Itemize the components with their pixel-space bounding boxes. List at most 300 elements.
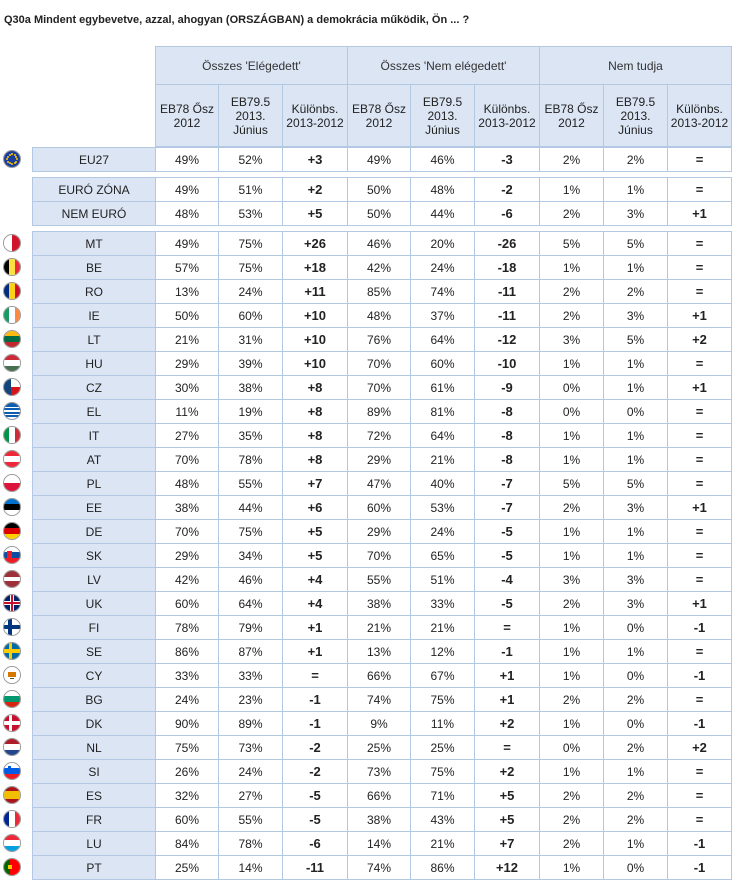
percent-cell: 2%	[603, 279, 668, 304]
difference-cell: -8	[474, 423, 540, 448]
difference-cell: =	[667, 759, 732, 784]
percent-cell: 5%	[539, 471, 604, 496]
percent-cell: 0%	[539, 735, 604, 760]
percent-cell: 46%	[410, 147, 475, 172]
percent-cell: 1%	[539, 759, 604, 784]
flag-ie-icon	[3, 306, 21, 324]
difference-cell: +10	[282, 303, 348, 328]
percent-cell: 3%	[603, 567, 668, 592]
percent-cell: 29%	[155, 543, 219, 568]
survey-question-title: Q30a Mindent egybevetve, azzal, ahogyan (ORSZÁGBAN) a demokrácia működik, Ön ... ?	[4, 14, 470, 26]
percent-cell: 86%	[155, 639, 219, 664]
percent-cell: 35%	[218, 423, 283, 448]
difference-cell: -1	[667, 711, 732, 736]
percent-cell: 21%	[410, 447, 475, 472]
difference-cell: =	[667, 519, 732, 544]
flag-sk-icon	[3, 546, 21, 564]
difference-cell: =	[667, 543, 732, 568]
percent-cell: 29%	[347, 447, 411, 472]
group-header: Összes 'Elégedett'	[155, 46, 348, 85]
percent-cell: 5%	[603, 327, 668, 352]
percent-cell: 27%	[218, 783, 283, 808]
percent-cell: 0%	[603, 711, 668, 736]
row-label: FI	[32, 615, 156, 640]
percent-cell: 49%	[155, 147, 219, 172]
percent-cell: 1%	[539, 615, 604, 640]
percent-cell: 0%	[603, 855, 668, 880]
percent-cell: 3%	[603, 201, 668, 226]
percent-cell: 67%	[410, 663, 475, 688]
percent-cell: 60%	[218, 303, 283, 328]
percent-cell: 29%	[347, 519, 411, 544]
percent-cell: 74%	[347, 687, 411, 712]
difference-cell: -9	[474, 375, 540, 400]
percent-cell: 70%	[155, 519, 219, 544]
percent-cell: 64%	[410, 327, 475, 352]
row-label: BE	[32, 255, 156, 280]
difference-cell: =	[667, 783, 732, 808]
difference-cell: +1	[667, 201, 732, 226]
percent-cell: 49%	[347, 147, 411, 172]
percent-cell: 2%	[603, 783, 668, 808]
difference-cell: +5	[282, 519, 348, 544]
percent-cell: 75%	[410, 687, 475, 712]
row-label: DK	[32, 711, 156, 736]
percent-cell: 2%	[603, 807, 668, 832]
row-label: SI	[32, 759, 156, 784]
percent-cell: 2%	[539, 807, 604, 832]
percent-cell: 2%	[539, 495, 604, 520]
difference-cell: +5	[282, 543, 348, 568]
percent-cell: 1%	[539, 543, 604, 568]
flag-ro-icon	[3, 282, 21, 300]
percent-cell: 23%	[218, 687, 283, 712]
percent-cell: 33%	[155, 663, 219, 688]
flag-fr-icon	[3, 810, 21, 828]
difference-cell: +6	[282, 495, 348, 520]
difference-cell: +8	[282, 423, 348, 448]
row-label: EL	[32, 399, 156, 424]
percent-cell: 1%	[539, 663, 604, 688]
flag-mt-icon	[3, 234, 21, 252]
percent-cell: 75%	[155, 735, 219, 760]
difference-cell: =	[667, 567, 732, 592]
percent-cell: 33%	[218, 663, 283, 688]
percent-cell: 1%	[603, 543, 668, 568]
percent-cell: 3%	[603, 303, 668, 328]
column-header: EB78 Ősz 2012	[347, 84, 411, 147]
percent-cell: 84%	[155, 831, 219, 856]
flag-es-icon	[3, 786, 21, 804]
difference-cell: -5	[474, 519, 540, 544]
percent-cell: 2%	[539, 687, 604, 712]
difference-cell: +5	[474, 783, 540, 808]
percent-cell: 50%	[155, 303, 219, 328]
percent-cell: 38%	[218, 375, 283, 400]
row-label: FR	[32, 807, 156, 832]
percent-cell: 70%	[347, 543, 411, 568]
percent-cell: 55%	[218, 471, 283, 496]
percent-cell: 60%	[155, 807, 219, 832]
percent-cell: 86%	[410, 855, 475, 880]
flag-at-icon	[3, 450, 21, 468]
difference-cell: +11	[282, 279, 348, 304]
percent-cell: 51%	[218, 177, 283, 202]
percent-cell: 1%	[603, 759, 668, 784]
column-header: Különbs. 2013-2012	[667, 84, 732, 147]
percent-cell: 1%	[539, 177, 604, 202]
difference-cell: +2	[474, 711, 540, 736]
percent-cell: 55%	[347, 567, 411, 592]
percent-cell: 78%	[218, 831, 283, 856]
row-label: LU	[32, 831, 156, 856]
percent-cell: 78%	[218, 447, 283, 472]
row-label: IE	[32, 303, 156, 328]
row-label: UK	[32, 591, 156, 616]
column-header: Különbs. 2013-2012	[474, 84, 540, 147]
flag-cz-icon	[3, 378, 21, 396]
percent-cell: 25%	[347, 735, 411, 760]
row-label: LV	[32, 567, 156, 592]
difference-cell: =	[667, 177, 732, 202]
percent-cell: 87%	[218, 639, 283, 664]
percent-cell: 74%	[410, 279, 475, 304]
percent-cell: 2%	[539, 303, 604, 328]
difference-cell: -7	[474, 495, 540, 520]
flag-si-icon	[3, 762, 21, 780]
difference-cell: -2	[282, 759, 348, 784]
difference-cell: =	[667, 639, 732, 664]
percent-cell: 12%	[410, 639, 475, 664]
percent-cell: 38%	[155, 495, 219, 520]
percent-cell: 75%	[218, 231, 283, 256]
percent-cell: 2%	[603, 735, 668, 760]
percent-cell: 1%	[603, 177, 668, 202]
percent-cell: 1%	[603, 423, 668, 448]
difference-cell: +1	[474, 663, 540, 688]
percent-cell: 66%	[347, 663, 411, 688]
difference-cell: -1	[282, 687, 348, 712]
percent-cell: 53%	[218, 201, 283, 226]
percent-cell: 48%	[347, 303, 411, 328]
percent-cell: 42%	[155, 567, 219, 592]
percent-cell: 24%	[218, 279, 283, 304]
difference-cell: +2	[667, 327, 732, 352]
difference-cell: =	[667, 351, 732, 376]
difference-cell: +4	[282, 591, 348, 616]
percent-cell: 24%	[410, 255, 475, 280]
percent-cell: 60%	[410, 351, 475, 376]
flag-fi-icon	[3, 618, 21, 636]
flag-lv-icon	[3, 570, 21, 588]
row-label: BG	[32, 687, 156, 712]
percent-cell: 70%	[347, 375, 411, 400]
flag-pl-icon	[3, 474, 21, 492]
difference-cell: -5	[474, 543, 540, 568]
flag-nl-icon	[3, 738, 21, 756]
percent-cell: 74%	[347, 855, 411, 880]
percent-cell: 51%	[410, 567, 475, 592]
column-header: EB78 Ősz 2012	[155, 84, 219, 147]
percent-cell: 64%	[218, 591, 283, 616]
difference-cell: -1	[667, 615, 732, 640]
difference-cell: -8	[474, 399, 540, 424]
difference-cell: +12	[474, 855, 540, 880]
percent-cell: 85%	[347, 279, 411, 304]
percent-cell: 13%	[155, 279, 219, 304]
percent-cell: 48%	[410, 177, 475, 202]
percent-cell: 75%	[218, 519, 283, 544]
difference-cell: =	[474, 735, 540, 760]
percent-cell: 55%	[218, 807, 283, 832]
percent-cell: 14%	[347, 831, 411, 856]
percent-cell: 33%	[410, 591, 475, 616]
flag-be-icon	[3, 258, 21, 276]
difference-cell: =	[282, 663, 348, 688]
percent-cell: 1%	[603, 519, 668, 544]
percent-cell: 42%	[347, 255, 411, 280]
percent-cell: 3%	[603, 591, 668, 616]
percent-cell: 19%	[218, 399, 283, 424]
difference-cell: +7	[474, 831, 540, 856]
row-label: PT	[32, 855, 156, 880]
percent-cell: 1%	[603, 255, 668, 280]
difference-cell: -4	[474, 567, 540, 592]
difference-cell: +10	[282, 351, 348, 376]
percent-cell: 38%	[347, 591, 411, 616]
difference-cell: +2	[474, 759, 540, 784]
row-label: ES	[32, 783, 156, 808]
difference-cell: -6	[282, 831, 348, 856]
row-label: NL	[32, 735, 156, 760]
percent-cell: 21%	[155, 327, 219, 352]
percent-cell: 2%	[603, 147, 668, 172]
percent-cell: 60%	[155, 591, 219, 616]
flag-eu-icon	[3, 150, 21, 168]
percent-cell: 29%	[155, 351, 219, 376]
difference-cell: +7	[282, 471, 348, 496]
difference-cell: -1	[667, 663, 732, 688]
percent-cell: 1%	[603, 375, 668, 400]
flag-it-icon	[3, 426, 21, 444]
difference-cell: -1	[667, 831, 732, 856]
percent-cell: 70%	[347, 351, 411, 376]
percent-cell: 70%	[155, 447, 219, 472]
row-label: LT	[32, 327, 156, 352]
percent-cell: 60%	[347, 495, 411, 520]
row-label: HU	[32, 351, 156, 376]
percent-cell: 1%	[539, 711, 604, 736]
difference-cell: +5	[474, 807, 540, 832]
difference-cell: +1	[667, 375, 732, 400]
percent-cell: 26%	[155, 759, 219, 784]
percent-cell: 64%	[410, 423, 475, 448]
flag-hu-icon	[3, 354, 21, 372]
percent-cell: 32%	[155, 783, 219, 808]
difference-cell: -6	[474, 201, 540, 226]
difference-cell: +2	[282, 177, 348, 202]
percent-cell: 49%	[155, 177, 219, 202]
difference-cell: +18	[282, 255, 348, 280]
percent-cell: 21%	[347, 615, 411, 640]
difference-cell: +10	[282, 327, 348, 352]
percent-cell: 3%	[539, 327, 604, 352]
percent-cell: 57%	[155, 255, 219, 280]
difference-cell: +8	[282, 399, 348, 424]
flag-cy-icon	[3, 666, 21, 684]
difference-cell: +1	[667, 303, 732, 328]
percent-cell: 65%	[410, 543, 475, 568]
percent-cell: 1%	[539, 855, 604, 880]
row-label: SK	[32, 543, 156, 568]
percent-cell: 21%	[410, 615, 475, 640]
percent-cell: 48%	[155, 471, 219, 496]
percent-cell: 0%	[603, 663, 668, 688]
percent-cell: 31%	[218, 327, 283, 352]
group-header: Összes 'Nem elégedett'	[347, 46, 540, 85]
column-header: EB79.5 2013. Június	[410, 84, 475, 147]
percent-cell: 75%	[218, 255, 283, 280]
percent-cell: 90%	[155, 711, 219, 736]
percent-cell: 78%	[155, 615, 219, 640]
percent-cell: 34%	[218, 543, 283, 568]
percent-cell: 14%	[218, 855, 283, 880]
row-label: NEM EURÓ	[32, 201, 156, 226]
row-label: CY	[32, 663, 156, 688]
difference-cell: -11	[474, 303, 540, 328]
difference-cell: +1	[474, 687, 540, 712]
percent-cell: 20%	[410, 231, 475, 256]
percent-cell: 61%	[410, 375, 475, 400]
group-header: Nem tudja	[539, 46, 732, 85]
percent-cell: 46%	[218, 567, 283, 592]
difference-cell: +2	[667, 735, 732, 760]
difference-cell: +8	[282, 375, 348, 400]
percent-cell: 1%	[603, 831, 668, 856]
percent-cell: 0%	[603, 399, 668, 424]
percent-cell: 1%	[603, 639, 668, 664]
percent-cell: 21%	[410, 831, 475, 856]
column-header: EB79.5 2013. Június	[603, 84, 668, 147]
percent-cell: 52%	[218, 147, 283, 172]
percent-cell: 37%	[410, 303, 475, 328]
percent-cell: 30%	[155, 375, 219, 400]
percent-cell: 5%	[603, 231, 668, 256]
difference-cell: -11	[282, 855, 348, 880]
percent-cell: 25%	[155, 855, 219, 880]
difference-cell: +8	[282, 447, 348, 472]
percent-cell: 43%	[410, 807, 475, 832]
difference-cell: -11	[474, 279, 540, 304]
percent-cell: 2%	[539, 591, 604, 616]
difference-cell: -3	[474, 147, 540, 172]
difference-cell: -7	[474, 471, 540, 496]
percent-cell: 49%	[155, 231, 219, 256]
percent-cell: 27%	[155, 423, 219, 448]
percent-cell: 24%	[155, 687, 219, 712]
difference-cell: +1	[282, 615, 348, 640]
row-label: EURÓ ZÓNA	[32, 177, 156, 202]
row-label: EU27	[32, 147, 156, 172]
percent-cell: 53%	[410, 495, 475, 520]
difference-cell: +4	[282, 567, 348, 592]
percent-cell: 5%	[539, 231, 604, 256]
percent-cell: 24%	[410, 519, 475, 544]
percent-cell: 47%	[347, 471, 411, 496]
difference-cell: =	[667, 279, 732, 304]
row-label: DE	[32, 519, 156, 544]
percent-cell: 79%	[218, 615, 283, 640]
percent-cell: 1%	[539, 351, 604, 376]
row-label: RO	[32, 279, 156, 304]
percent-cell: 2%	[603, 687, 668, 712]
difference-cell: -2	[282, 735, 348, 760]
flag-pt-icon	[3, 858, 21, 876]
percent-cell: 0%	[603, 615, 668, 640]
row-label: AT	[32, 447, 156, 472]
column-header: EB78 Ősz 2012	[539, 84, 604, 147]
row-label: MT	[32, 231, 156, 256]
percent-cell: 71%	[410, 783, 475, 808]
percent-cell: 2%	[539, 201, 604, 226]
difference-cell: +1	[667, 495, 732, 520]
difference-cell: =	[667, 807, 732, 832]
difference-cell: =	[667, 147, 732, 172]
percent-cell: 3%	[603, 495, 668, 520]
row-label: PL	[32, 471, 156, 496]
percent-cell: 89%	[218, 711, 283, 736]
percent-cell: 72%	[347, 423, 411, 448]
percent-cell: 2%	[539, 147, 604, 172]
percent-cell: 1%	[539, 639, 604, 664]
percent-cell: 24%	[218, 759, 283, 784]
percent-cell: 1%	[539, 447, 604, 472]
flag-uk-icon	[3, 594, 21, 612]
percent-cell: 66%	[347, 783, 411, 808]
percent-cell: 40%	[410, 471, 475, 496]
percent-cell: 13%	[347, 639, 411, 664]
percent-cell: 89%	[347, 399, 411, 424]
flag-de-icon	[3, 522, 21, 540]
column-header: EB79.5 2013. Június	[218, 84, 283, 147]
percent-cell: 0%	[539, 375, 604, 400]
percent-cell: 2%	[539, 279, 604, 304]
difference-cell: =	[667, 399, 732, 424]
percent-cell: 2%	[539, 783, 604, 808]
percent-cell: 38%	[347, 807, 411, 832]
difference-cell: +26	[282, 231, 348, 256]
flag-el-icon	[3, 402, 21, 420]
percent-cell: 25%	[410, 735, 475, 760]
difference-cell: +5	[282, 201, 348, 226]
percent-cell: 44%	[410, 201, 475, 226]
difference-cell: =	[667, 471, 732, 496]
percent-cell: 9%	[347, 711, 411, 736]
flag-se-icon	[3, 642, 21, 660]
percent-cell: 73%	[347, 759, 411, 784]
difference-cell: +1	[282, 639, 348, 664]
difference-cell: =	[474, 615, 540, 640]
difference-cell: -8	[474, 447, 540, 472]
percent-cell: 50%	[347, 201, 411, 226]
difference-cell: +1	[667, 591, 732, 616]
difference-cell: -18	[474, 255, 540, 280]
percent-cell: 11%	[155, 399, 219, 424]
column-header: Különbs. 2013-2012	[282, 84, 348, 147]
percent-cell: 1%	[539, 423, 604, 448]
percent-cell: 5%	[603, 471, 668, 496]
difference-cell: =	[667, 231, 732, 256]
